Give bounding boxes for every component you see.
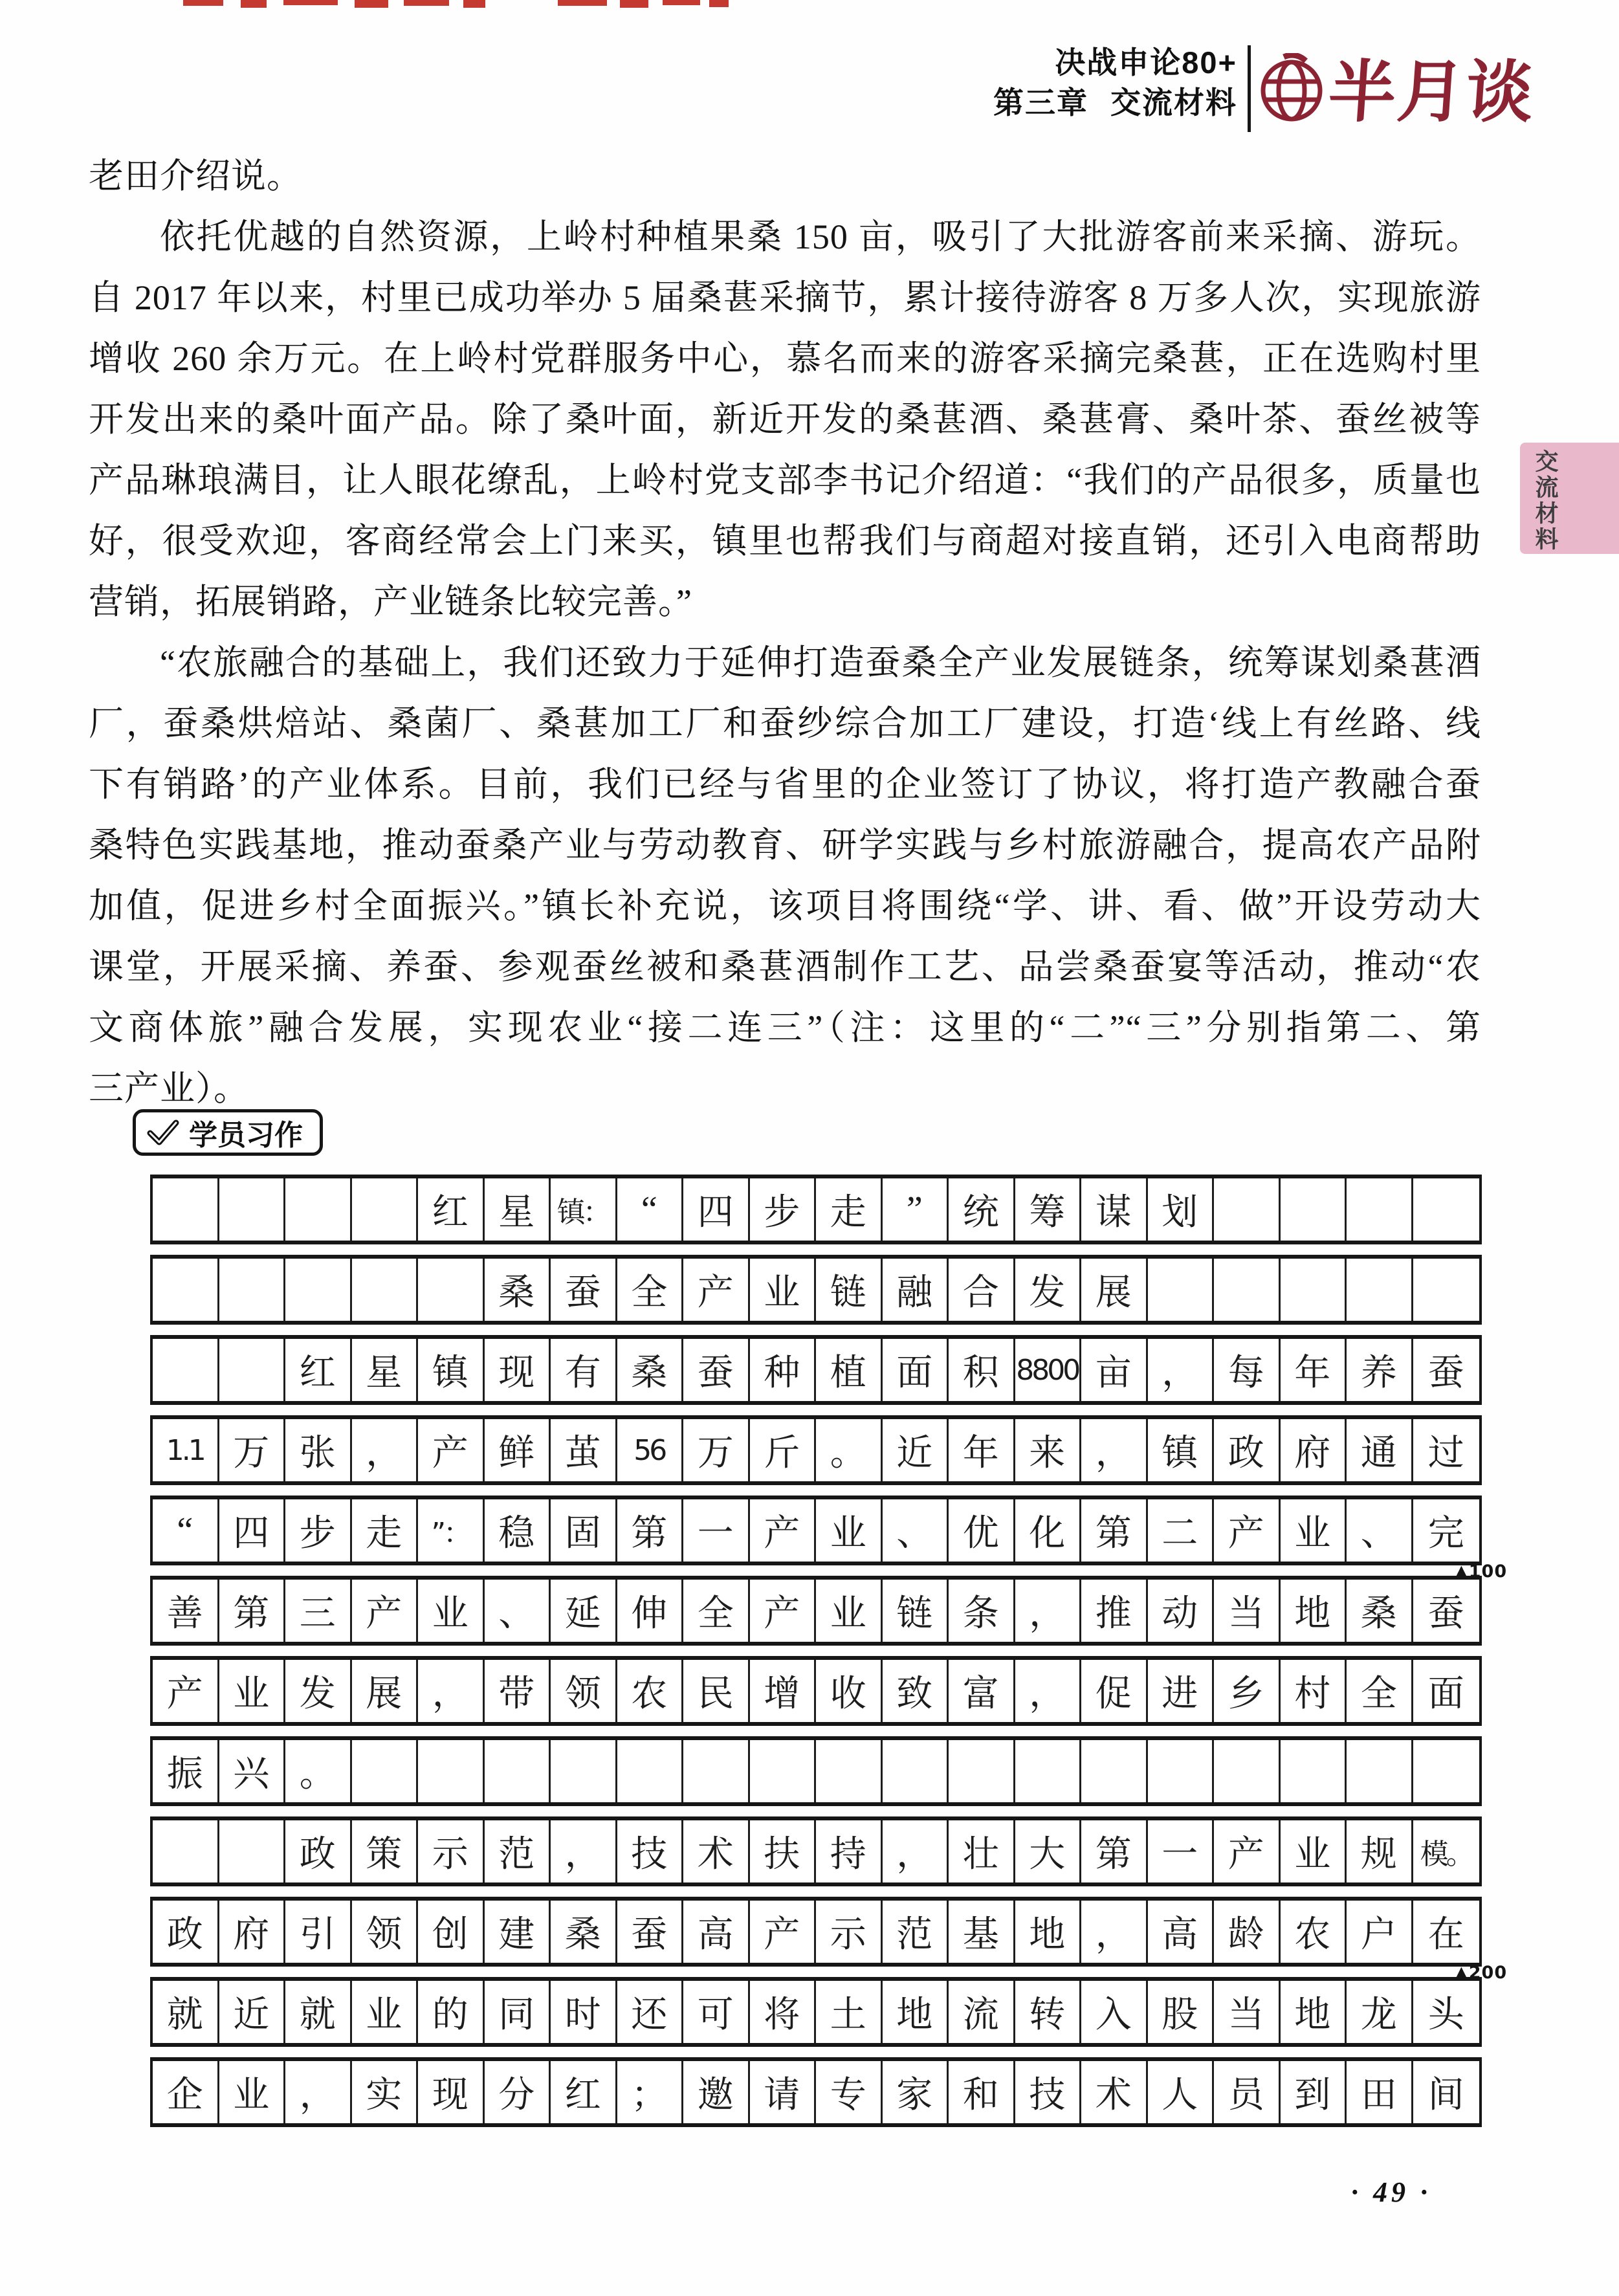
grid-cell: 将: [750, 1981, 817, 2043]
grid-cell: 第: [617, 1499, 684, 1562]
grid-cell: 通: [1347, 1419, 1413, 1481]
grid-cell: 土: [816, 1981, 883, 2043]
grid-cell: [352, 1178, 419, 1241]
grid-cell: 镇: [1148, 1419, 1215, 1481]
grid-cell: 收: [816, 1660, 883, 1722]
text-line: 三产业）。: [89, 1069, 249, 1108]
grid-cell: [418, 1740, 485, 1802]
grid-cell: 范: [883, 1901, 949, 1963]
grid-cell: 星: [485, 1178, 551, 1241]
grid-cell: 业: [816, 1499, 883, 1562]
grid-cell: 近: [219, 1981, 286, 2043]
grid-cell: 发: [285, 1660, 352, 1722]
grid-cell: 壮: [949, 1820, 1015, 1882]
text-line: 开发出来的桑叶面产品。除了桑叶面，新近开发的桑葚酒、桑葚膏、桑叶茶、蚕丝被等: [89, 400, 1481, 439]
text-line: 下有销路’的产业体系。目前，我们已经与省里的企业签订了协议，将打造产教融合蚕: [89, 765, 1481, 804]
grid-cell: [1214, 1259, 1281, 1321]
grid-cell: [750, 1740, 817, 1802]
grid-cell: 产: [750, 1901, 817, 1963]
grid-cell: [1081, 1740, 1148, 1802]
grid-cell: 镇：: [551, 1178, 617, 1241]
scan-artifact-mark: [241, 0, 267, 8]
grid-cell: 时: [551, 1981, 617, 2043]
body-text: [89, 146, 1481, 1119]
grid-cell: 到: [1281, 2061, 1347, 2123]
grid-cell: 、: [883, 1499, 949, 1562]
grid-cell: 业: [219, 1660, 286, 1722]
grid-cell: 桑: [617, 1339, 684, 1401]
grid-cell: 展: [1081, 1259, 1148, 1321]
grid-cell: 蚕: [1427, 1594, 1464, 1634]
grid-row: [150, 1415, 1482, 1485]
word-count-marker: ▲100: [1455, 1562, 1508, 1582]
text-line: 厂，蚕桑烘焙站、桑菌厂、桑葚加工厂和蚕纱综合加工厂建设，打造‘线上有丝路、线: [89, 704, 1481, 743]
text-line: 课堂，开展采摘、养蚕、参观蚕丝被和桑葚酒制作工艺、品尝桑蚕宴等活动，推动“农: [89, 947, 1481, 986]
grid-cell: 积: [949, 1339, 1015, 1401]
grid-cell: 产: [153, 1660, 219, 1722]
scan-artifact-mark: [283, 0, 338, 5]
grid-cell: ，: [1015, 1660, 1082, 1722]
grid-cell: 专: [816, 2061, 883, 2123]
scan-artifact-mark: [620, 0, 648, 8]
grid-cell: 1.1: [153, 1419, 219, 1481]
grid-cell: ，: [285, 2061, 352, 2123]
grid-cell: [1281, 1740, 1347, 1802]
grid-cell: 示: [418, 1820, 485, 1882]
grid-cell: 政: [153, 1901, 219, 1963]
grid-cell: 动: [1148, 1580, 1215, 1642]
grid-cell: 请: [750, 2061, 817, 2123]
grid-cell: 完: [1427, 1514, 1464, 1554]
scan-artifact-mark: [355, 0, 388, 8]
grid-cell: 链: [883, 1580, 949, 1642]
text-line: 依托优越的自然资源，上岭村种植果桑 150 亩，吸引了大批游客前来采摘、游玩。: [160, 217, 1481, 256]
grid-cell: [551, 1740, 617, 1802]
text-line: 好，很受欢迎，客商经常会上门来买，镇里也帮我们与商超对接直销，还引入电商帮助: [89, 522, 1481, 560]
grid-cell: 稳: [485, 1499, 551, 1562]
grid-cell: 产: [683, 1259, 750, 1321]
student-work-badge: [133, 1109, 323, 1156]
grid-cell: 。: [816, 1419, 883, 1481]
grid-cell: ，: [883, 1820, 949, 1882]
grid-cell: 示: [816, 1901, 883, 1963]
brand-logo-text: 半月谈: [1326, 52, 1537, 131]
grid-cell: 范: [485, 1820, 551, 1882]
grid-cell: 农: [617, 1660, 684, 1722]
grid-cell: 转: [1015, 1981, 1082, 2043]
grid-cell: 人: [1148, 2061, 1215, 2123]
grid-cell: 技: [1015, 2061, 1082, 2123]
grid-row: [150, 1576, 1482, 1646]
header-titles: [874, 43, 1237, 123]
text-line: 加值，促进乡村全面振兴。”镇长补充说，该项目将围绕“学、讲、看、做”开设劳动大: [89, 887, 1481, 925]
grid-cell: 同: [485, 1981, 551, 2043]
grid-cell: “: [153, 1499, 219, 1562]
grid-cell: 富: [949, 1660, 1015, 1722]
grid-cell: 亩: [1081, 1339, 1148, 1401]
grid-row: [150, 1656, 1482, 1726]
grid-cell: [1347, 1178, 1413, 1241]
grid-cell: 和: [949, 2061, 1015, 2123]
grid-cell: 谋: [1081, 1178, 1148, 1241]
grid-cell: 业: [816, 1580, 883, 1642]
grid-cell: 促: [1081, 1660, 1148, 1722]
page-number: · 49 ·: [1351, 2176, 1431, 2208]
grid-cell: 振: [153, 1740, 219, 1802]
word-count-marker: ▲200: [1455, 1963, 1508, 1983]
grid-cell: 致: [883, 1660, 949, 1722]
grid-cell: 筹: [1015, 1178, 1082, 1241]
grid-cell: 第: [1081, 1820, 1148, 1882]
grid-cell: 扶: [750, 1820, 817, 1882]
grid-cell: 8800: [1015, 1339, 1082, 1401]
chapter-heading: [874, 83, 1237, 123]
text-line: 产品琳琅满目，让人眼花缭乱，上岭村党支部李书记介绍道：“我们的产品很多，质量也: [89, 461, 1481, 500]
grid-cell: 万: [683, 1419, 750, 1481]
grid-cell: 星: [352, 1339, 419, 1401]
grid-cell: 划: [1148, 1178, 1215, 1241]
grid-cell: 有: [551, 1339, 617, 1401]
grid-cell: 高: [1148, 1901, 1215, 1963]
grid-cell: 步: [285, 1499, 352, 1562]
grid-cell: 蚕: [1427, 1353, 1464, 1393]
grid-cell: 可: [683, 1981, 750, 2043]
grid-cell: 田: [1347, 2061, 1413, 2123]
grid-cell: 就: [153, 1981, 219, 2043]
grid-cell: 一: [683, 1499, 750, 1562]
grid-cell: 领: [352, 1901, 419, 1963]
grid-cell: 大: [1015, 1820, 1082, 1882]
grid-cell: 业: [352, 1981, 419, 2043]
grid-cell: 企: [153, 2061, 219, 2123]
badge-label: 学员习作: [189, 1120, 303, 1151]
grid-cell: 植: [816, 1339, 883, 1401]
text-line: 老田介绍说。: [89, 157, 302, 195]
grid-cell: 员: [1214, 2061, 1281, 2123]
grid-cell: [352, 1259, 419, 1321]
grid-cell: 产: [750, 1499, 817, 1562]
grid-row: [150, 1816, 1482, 1886]
grid-cell: 乡: [1214, 1660, 1281, 1722]
grid-cell: ；: [617, 2061, 684, 2123]
grid-cell: 展: [352, 1660, 419, 1722]
grid-cell: 政: [285, 1820, 352, 1882]
grid-cell: 斤: [750, 1419, 817, 1481]
grid-cell: [285, 1259, 352, 1321]
grid-row: [150, 1897, 1482, 1967]
book-title: 决战申论80+: [1055, 45, 1237, 80]
grid-cell: [219, 1178, 286, 1241]
grid-cell: ，: [1148, 1339, 1215, 1401]
grid-cell: [1347, 1740, 1413, 1802]
grid-cell: 种: [750, 1339, 817, 1401]
text-line: 自 2017 年以来，村里已成功举办 5 届桑葚采摘节，累计接待游客 8 万多人次，实现旅游: [89, 278, 1481, 317]
grid-cell: 产: [750, 1580, 817, 1642]
scan-artifact-mark: [463, 0, 485, 8]
grid-cell: 镇: [418, 1339, 485, 1401]
grid-row: [150, 1255, 1482, 1325]
grid-cell: 术: [1081, 2061, 1148, 2123]
grid-cell: 技: [617, 1820, 684, 1882]
grid-cell: [418, 1259, 485, 1321]
grid-cell: [1214, 1740, 1281, 1802]
grid-cell: 在: [1427, 1915, 1464, 1955]
scan-artifact-mark: [709, 0, 729, 7]
grid-cell: [1281, 1259, 1347, 1321]
grid-cell: 全: [617, 1259, 684, 1321]
grid-cell: 业: [1281, 1499, 1347, 1562]
grid-cell: 四: [683, 1178, 750, 1241]
grid-cell: 蚕: [617, 1901, 684, 1963]
grid-row: [150, 1335, 1482, 1405]
grid-cell: 当: [1214, 1981, 1281, 2043]
grid-cell: 全: [1347, 1660, 1413, 1722]
scan-artifact-mark: [558, 0, 607, 6]
grid-cell: 合: [949, 1259, 1015, 1321]
grid-cell: [485, 1740, 551, 1802]
text-line: 桑特色实践基地，推动蚕桑产业与劳动教育、研学实践与乡村旅游融合，提高农产品附: [89, 826, 1481, 865]
grid-row: [150, 2057, 1482, 2127]
grid-cell: 府: [1281, 1419, 1347, 1481]
grid-cell: 民: [683, 1660, 750, 1722]
text-line: 营销，拓展销路，产业链条比较完善。”: [89, 582, 692, 621]
grid-cell: 就: [285, 1981, 352, 2043]
grid-cell: 家: [883, 2061, 949, 2123]
grid-cell: [816, 1740, 883, 1802]
grid-cell: 龄: [1214, 1901, 1281, 1963]
grid-cell: 地: [1281, 1981, 1347, 2043]
grid-cell: 面: [1427, 1674, 1464, 1714]
grid-cell: 业: [418, 1580, 485, 1642]
grid-cell: 来: [1015, 1419, 1082, 1481]
grid-cell: 年: [949, 1419, 1015, 1481]
grid-cell: 持: [816, 1820, 883, 1882]
grid-cell: [352, 1740, 419, 1802]
grid-cell: 基: [949, 1901, 1015, 1963]
grid-cell: [949, 1740, 1015, 1802]
grid-cell: 现: [418, 2061, 485, 2123]
grid-cell: 走: [352, 1499, 419, 1562]
grid-cell: 模。: [1420, 1838, 1472, 1871]
grid-cell: 红: [551, 2061, 617, 2123]
grid-cell: 进: [1148, 1660, 1215, 1722]
grid-cell: 56: [617, 1419, 684, 1481]
text-line: 增收 260 余万元。在上岭村党群服务中心，慕名而来的游客采摘完桑葚，正在选购村里: [89, 339, 1481, 378]
grid-cell: 的: [418, 1981, 485, 2043]
grid-cell: [1413, 1259, 1480, 1321]
grid-cell: 领: [551, 1660, 617, 1722]
grid-cell: 固: [551, 1499, 617, 1562]
grid-cell: [1015, 1740, 1082, 1802]
grid-cell: [617, 1740, 684, 1802]
grid-cell: 业: [1281, 1820, 1347, 1882]
grid-cell: 策: [352, 1820, 419, 1882]
grid-cell: 还: [617, 1981, 684, 2043]
grid-cell: [1281, 1178, 1347, 1241]
grid-cell: 张: [285, 1419, 352, 1481]
globe-icon: [1258, 53, 1325, 124]
grid-cell: 地: [1281, 1580, 1347, 1642]
scan-artifact-mark: [663, 0, 700, 5]
grid-cell: 流: [949, 1981, 1015, 2043]
grid-cell: [1347, 1259, 1413, 1321]
chapter-label: 第三章: [993, 85, 1088, 120]
grid-cell: 全: [683, 1580, 750, 1642]
grid-cell: [285, 1178, 352, 1241]
grid-cell: 三: [285, 1580, 352, 1642]
grid-cell: 走: [816, 1178, 883, 1241]
grid-cell: 户: [1347, 1901, 1413, 1963]
grid-cell: 统: [949, 1178, 1015, 1241]
grid-cell: [153, 1820, 219, 1882]
grid-cell: 过: [1427, 1433, 1464, 1474]
grid-cell: 桑: [1347, 1580, 1413, 1642]
grid-cell: 二: [1148, 1499, 1215, 1562]
grid-cell: 地: [1015, 1901, 1082, 1963]
manuscript-grid: [150, 1175, 1508, 2137]
grid-cell: 股: [1148, 1981, 1215, 2043]
grid-cell: 化: [1015, 1499, 1082, 1562]
grid-cell: 头: [1427, 1995, 1464, 2035]
chapter-title: 交流材料: [1110, 85, 1237, 120]
grid-cell: [219, 1339, 286, 1401]
grid-cell: 分: [485, 2061, 551, 2123]
grid-cell: [1214, 1178, 1281, 1241]
grid-cell: [153, 1178, 219, 1241]
grid-cell: 规: [1347, 1820, 1413, 1882]
grid-cell: 农: [1281, 1901, 1347, 1963]
grid-cell: 入: [1081, 1981, 1148, 2043]
grid-cell: “: [617, 1178, 684, 1241]
grid-cell: [1413, 1740, 1480, 1802]
grid-cell: 引: [285, 1901, 352, 1963]
grid-cell: 鲜: [485, 1419, 551, 1481]
grid-cell: 村: [1281, 1660, 1347, 1722]
grid-cell: 红: [285, 1339, 352, 1401]
grid-cell: 府: [219, 1901, 286, 1963]
grid-cell: 兴: [219, 1740, 286, 1802]
grid-cell: ”: [883, 1178, 949, 1241]
grid-cell: ，: [1081, 1419, 1148, 1481]
grid-cell: 融: [883, 1259, 949, 1321]
grid-cell: 高: [683, 1901, 750, 1963]
grid-row: [150, 1977, 1482, 2047]
scan-artifact-mark: [183, 0, 223, 6]
grid-cell: 优: [949, 1499, 1015, 1562]
grid-cell: 邀: [683, 2061, 750, 2123]
grid-cell: 当: [1214, 1580, 1281, 1642]
grid-cell: 间: [1427, 2075, 1464, 2115]
grid-cell: 地: [883, 1981, 949, 2043]
grid-cell: 近: [883, 1419, 949, 1481]
grid-cell: 红: [418, 1178, 485, 1241]
grid-row: [150, 1496, 1482, 1565]
grid-cell: 产: [418, 1419, 485, 1481]
grid-cell: 增: [750, 1660, 817, 1722]
grid-cell: [219, 1820, 286, 1882]
grid-cell: 蚕: [683, 1339, 750, 1401]
grid-cell: 创: [418, 1901, 485, 1963]
grid-cell: 政: [1214, 1419, 1281, 1481]
grid-cell: 养: [1347, 1339, 1413, 1401]
grid-cell: 第: [219, 1580, 286, 1642]
side-tab-label: 交流材料: [1532, 449, 1559, 553]
grid-cell: [219, 1259, 286, 1321]
grid-cell: 第: [1081, 1499, 1148, 1562]
grid-cell: 每: [1214, 1339, 1281, 1401]
grid-cell: 桑: [551, 1901, 617, 1963]
grid-cell: 产: [1214, 1499, 1281, 1562]
grid-cell: 善: [153, 1580, 219, 1642]
grid-cell: 推: [1081, 1580, 1148, 1642]
grid-cell: 条: [949, 1580, 1015, 1642]
grid-cell: 业: [219, 2061, 286, 2123]
grid-cell: 万: [219, 1419, 286, 1481]
grid-row: [150, 1736, 1482, 1806]
grid-cell: [153, 1339, 219, 1401]
grid-cell: 带: [485, 1660, 551, 1722]
grid-cell: 现: [485, 1339, 551, 1401]
scan-artifact-mark: [404, 0, 449, 6]
grid-cell: [153, 1259, 219, 1321]
grid-cell: 四: [219, 1499, 286, 1562]
grid-cell: 龙: [1347, 1981, 1413, 2043]
header-divider: [1248, 45, 1251, 132]
grid-cell: 蚕: [551, 1259, 617, 1321]
text-line: “农旅融合的基础上，我们还致力于延伸打造蚕桑全产业发展链条，统筹谋划桑葚酒: [160, 643, 1481, 682]
grid-cell: ，: [418, 1660, 485, 1722]
grid-cell: ，: [1015, 1580, 1082, 1642]
check-icon: [146, 1118, 180, 1147]
grid-cell: ，: [551, 1820, 617, 1882]
grid-cell: 产: [352, 1580, 419, 1642]
grid-cell: 年: [1281, 1339, 1347, 1401]
grid-cell: ，: [1081, 1901, 1148, 1963]
grid-cell: 建: [485, 1901, 551, 1963]
grid-cell: 一: [1148, 1820, 1215, 1882]
grid-cell: [1148, 1259, 1215, 1321]
text-line: 文商体旅”融合发展，实现农业“接二连三”（注：这里的“二”“三”分别指第二、第: [89, 1008, 1481, 1047]
grid-cell: [1413, 1178, 1480, 1241]
grid-cell: 术: [683, 1820, 750, 1882]
grid-row: [150, 1175, 1482, 1244]
grid-cell: 、: [485, 1580, 551, 1642]
grid-cell: 伸: [617, 1580, 684, 1642]
grid-cell: ”：: [418, 1499, 485, 1562]
grid-cell: [883, 1740, 949, 1802]
grid-cell: 桑: [485, 1259, 551, 1321]
grid-cell: ，: [352, 1419, 419, 1481]
grid-cell: 发: [1015, 1259, 1082, 1321]
side-tab-exchange-materials: [1520, 443, 1619, 554]
grid-cell: [1148, 1740, 1215, 1802]
grid-cell: 面: [883, 1339, 949, 1401]
grid-cell: 茧: [551, 1419, 617, 1481]
grid-cell: 延: [551, 1580, 617, 1642]
grid-cell: 。: [285, 1740, 352, 1802]
grid-cell: [683, 1740, 750, 1802]
grid-cell: 链: [816, 1259, 883, 1321]
grid-cell: 实: [352, 2061, 419, 2123]
grid-cell: 步: [750, 1178, 817, 1241]
grid-cell: 业: [750, 1259, 817, 1321]
grid-cell: 产: [1214, 1820, 1281, 1882]
grid-cell: 、: [1347, 1499, 1413, 1562]
